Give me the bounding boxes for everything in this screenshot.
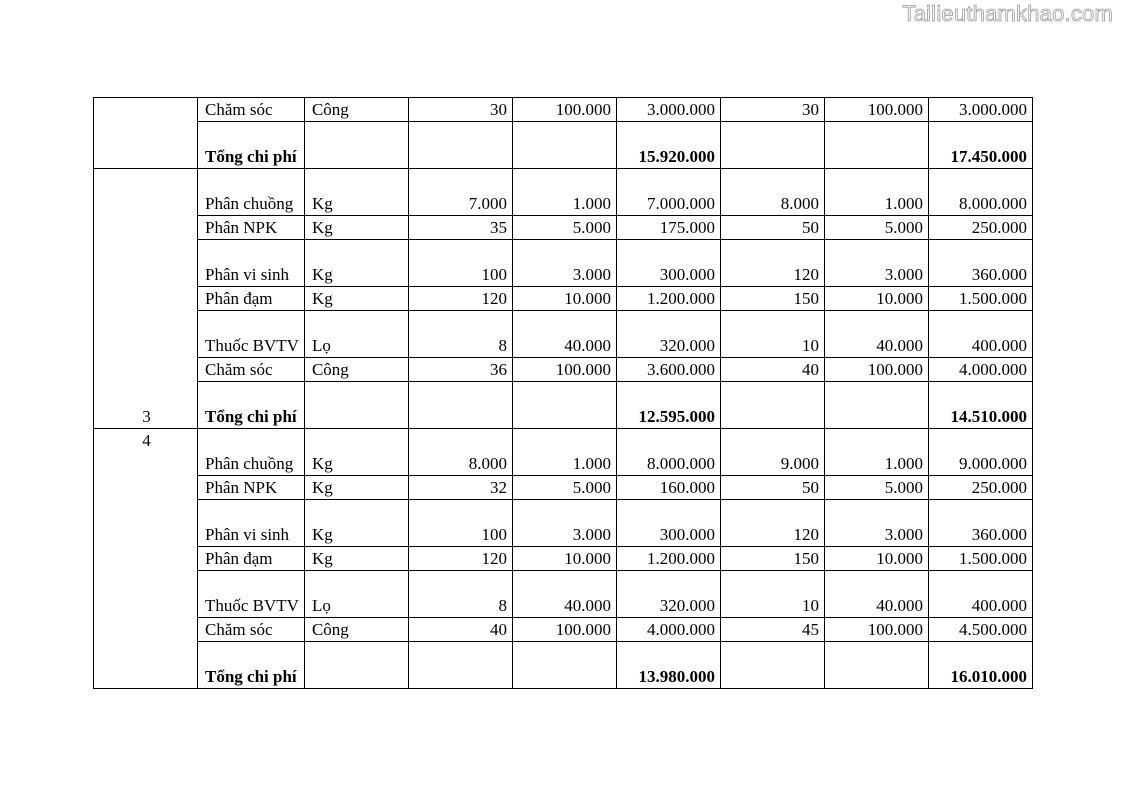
unit-price-cell: 100.000 — [824, 98, 928, 122]
unit-price-cell: 3.000 — [824, 500, 928, 547]
group-id-cell: 4 — [94, 429, 198, 689]
quantity-cell: 30 — [408, 98, 512, 122]
table-row — [94, 429, 1033, 476]
unit-price-cell: 100.000 — [512, 618, 616, 642]
item-cell: Phân chuồng — [198, 169, 305, 216]
total-label: Tổng chi phí — [198, 122, 305, 169]
table-row — [94, 618, 1033, 642]
amount-cell: 400.000 — [928, 311, 1032, 358]
amount-cell: 400.000 — [928, 571, 1032, 618]
quantity-cell: 8.000 — [408, 429, 512, 476]
unit-price-cell: 3.000 — [824, 240, 928, 287]
unit-price-cell: 1.000 — [824, 429, 928, 476]
quantity-cell: 10 — [720, 311, 824, 358]
quantity-cell: 120 — [408, 547, 512, 571]
item-cell: Phân vi sinh — [198, 240, 305, 287]
amount-cell: 300.000 — [616, 240, 720, 287]
table-row — [94, 311, 1033, 358]
quantity-cell: 100 — [408, 500, 512, 547]
amount-cell: 4.500.000 — [928, 618, 1032, 642]
item-cell: Phân NPK — [198, 216, 305, 240]
amount-cell: 1.200.000 — [616, 287, 720, 311]
quantity-cell: 36 — [408, 358, 512, 382]
item-cell: Thuốc BVTV — [198, 571, 305, 618]
total-amount: 15.920.000 — [616, 122, 720, 169]
total-label: Tổng chi phí — [198, 642, 305, 689]
item-cell: Chăm sóc — [198, 98, 305, 122]
quantity-cell: 7.000 — [408, 169, 512, 216]
unit-cell: Công — [304, 618, 408, 642]
unit-price-cell: 10.000 — [512, 547, 616, 571]
cost-table — [93, 97, 1033, 689]
amount-cell: 175.000 — [616, 216, 720, 240]
unit-price-cell: 3.000 — [512, 240, 616, 287]
quantity-cell: 35 — [408, 216, 512, 240]
unit-cell: Lọ — [304, 311, 408, 358]
total-row — [94, 642, 1033, 689]
unit-cell: Kg — [304, 476, 408, 500]
amount-cell: 320.000 — [616, 571, 720, 618]
amount-cell: 320.000 — [616, 311, 720, 358]
quantity-cell: 150 — [720, 547, 824, 571]
unit-price-cell: 1.000 — [512, 429, 616, 476]
unit-price-cell: 100.000 — [824, 358, 928, 382]
unit-cell: Lọ — [304, 571, 408, 618]
item-cell: Thuốc BVTV — [198, 311, 305, 358]
item-cell: Phân NPK — [198, 476, 305, 500]
unit-cell: Công — [304, 98, 408, 122]
amount-cell: 1.500.000 — [928, 287, 1032, 311]
table-row — [94, 476, 1033, 500]
amount-cell: 250.000 — [928, 216, 1032, 240]
total-amount: 16.010.000 — [928, 642, 1032, 689]
unit-cell: Công — [304, 358, 408, 382]
quantity-cell: 8 — [408, 571, 512, 618]
item-cell: Phân chuồng — [198, 429, 305, 476]
amount-cell: 8.000.000 — [616, 429, 720, 476]
amount-cell: 3.000.000 — [616, 98, 720, 122]
quantity-cell: 100 — [408, 240, 512, 287]
amount-cell: 7.000.000 — [616, 169, 720, 216]
amount-cell: 1.500.000 — [928, 547, 1032, 571]
quantity-cell: 120 — [408, 287, 512, 311]
amount-cell: 250.000 — [928, 476, 1032, 500]
amount-cell: 8.000.000 — [928, 169, 1032, 216]
quantity-cell: 9.000 — [720, 429, 824, 476]
quantity-cell: 32 — [408, 476, 512, 500]
unit-price-cell: 100.000 — [512, 358, 616, 382]
amount-cell: 360.000 — [928, 240, 1032, 287]
quantity-cell: 120 — [720, 500, 824, 547]
quantity-cell: 50 — [720, 216, 824, 240]
item-cell: Phân đạm — [198, 547, 305, 571]
amount-cell: 4.000.000 — [928, 358, 1032, 382]
unit-price-cell: 100.000 — [824, 618, 928, 642]
amount-cell: 1.200.000 — [616, 547, 720, 571]
unit-price-cell: 40.000 — [824, 571, 928, 618]
amount-cell: 3.000.000 — [928, 98, 1032, 122]
item-cell: Phân đạm — [198, 287, 305, 311]
unit-cell: Kg — [304, 547, 408, 571]
unit-price-cell: 100.000 — [512, 98, 616, 122]
quantity-cell: 45 — [720, 618, 824, 642]
table-row — [94, 287, 1033, 311]
group-id-cell — [94, 98, 198, 169]
table-row — [94, 500, 1033, 547]
quantity-cell: 8 — [408, 311, 512, 358]
table-row — [94, 240, 1033, 287]
unit-cell: Kg — [304, 500, 408, 547]
quantity-cell: 8.000 — [720, 169, 824, 216]
table-row — [94, 169, 1033, 216]
quantity-cell: 150 — [720, 287, 824, 311]
unit-price-cell: 10.000 — [824, 547, 928, 571]
quantity-cell: 120 — [720, 240, 824, 287]
quantity-cell: 40 — [408, 618, 512, 642]
quantity-cell: 50 — [720, 476, 824, 500]
amount-cell: 3.600.000 — [616, 358, 720, 382]
unit-price-cell: 5.000 — [512, 216, 616, 240]
group-id-cell: 3 — [94, 169, 198, 429]
unit-cell: Kg — [304, 169, 408, 216]
unit-price-cell: 10.000 — [824, 287, 928, 311]
total-amount: 12.595.000 — [616, 382, 720, 429]
unit-price-cell: 5.000 — [824, 216, 928, 240]
unit-cell: Kg — [304, 429, 408, 476]
watermark: Tailieuthamkhao.com — [902, 1, 1113, 26]
total-row — [94, 122, 1033, 169]
unit-cell: Kg — [304, 240, 408, 287]
quantity-cell: 40 — [720, 358, 824, 382]
unit-price-cell: 3.000 — [512, 500, 616, 547]
amount-cell: 360.000 — [928, 500, 1032, 547]
item-cell: Chăm sóc — [198, 618, 305, 642]
unit-price-cell: 1.000 — [824, 169, 928, 216]
total-label: Tổng chi phí — [198, 382, 305, 429]
table-row — [94, 571, 1033, 618]
amount-cell: 300.000 — [616, 500, 720, 547]
unit-price-cell: 5.000 — [512, 476, 616, 500]
quantity-cell: 30 — [720, 98, 824, 122]
total-amount: 17.450.000 — [928, 122, 1032, 169]
unit-price-cell: 40.000 — [824, 311, 928, 358]
unit-price-cell: 40.000 — [512, 311, 616, 358]
total-row — [94, 382, 1033, 429]
item-cell: Chăm sóc — [198, 358, 305, 382]
unit-price-cell: 5.000 — [824, 476, 928, 500]
table-row — [94, 98, 1033, 122]
amount-cell: 9.000.000 — [928, 429, 1032, 476]
unit-price-cell: 1.000 — [512, 169, 616, 216]
table-row — [94, 216, 1033, 240]
unit-price-cell: 40.000 — [512, 571, 616, 618]
unit-cell: Kg — [304, 216, 408, 240]
unit-cell: Kg — [304, 287, 408, 311]
amount-cell: 160.000 — [616, 476, 720, 500]
total-amount: 14.510.000 — [928, 382, 1032, 429]
table-row — [94, 547, 1033, 571]
quantity-cell: 10 — [720, 571, 824, 618]
total-amount: 13.980.000 — [616, 642, 720, 689]
amount-cell: 4.000.000 — [616, 618, 720, 642]
unit-price-cell: 10.000 — [512, 287, 616, 311]
table-row — [94, 358, 1033, 382]
item-cell: Phân vi sinh — [198, 500, 305, 547]
